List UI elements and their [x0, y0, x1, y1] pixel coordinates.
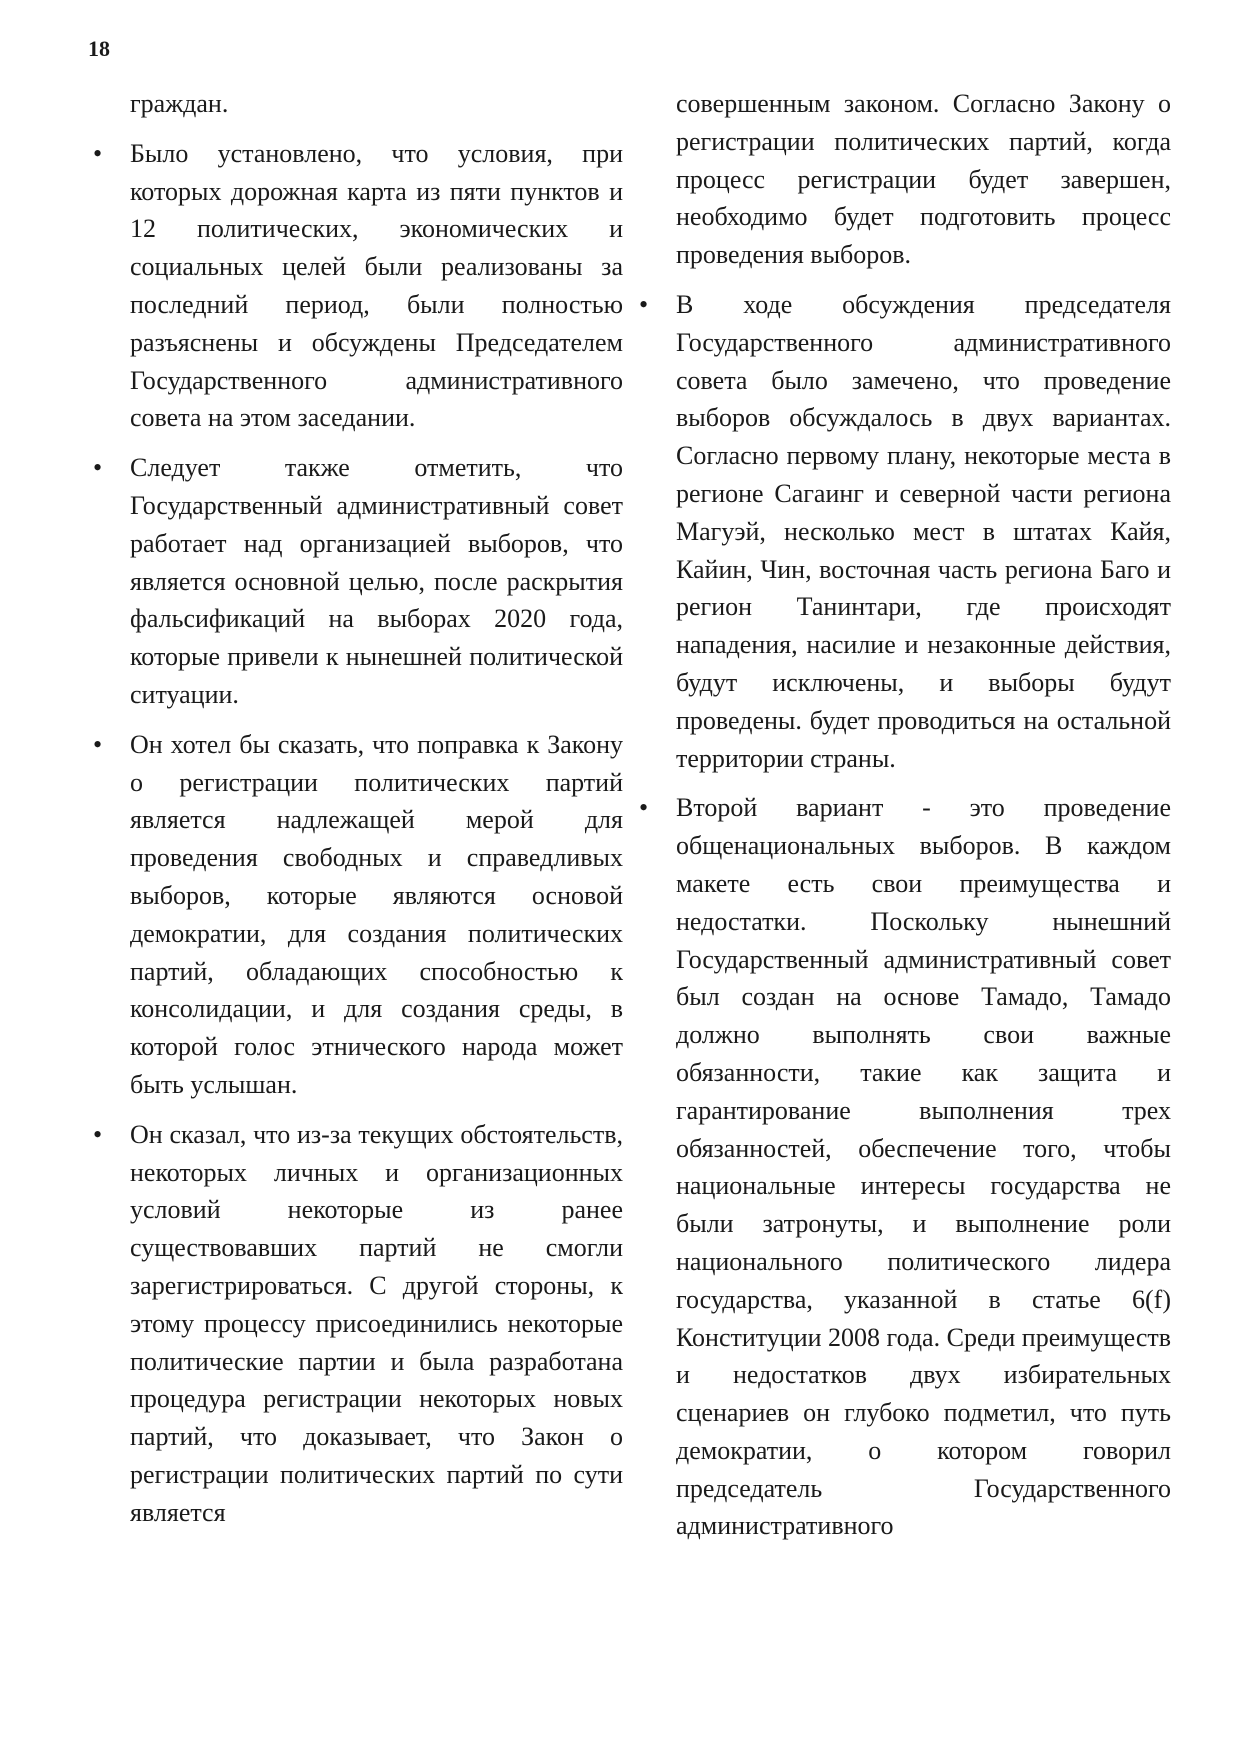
left-continuation-text: граждан. [130, 89, 229, 118]
bullet-item-party-registration: • Он сказал, что из-за текущих обстоятельств, некоторых личных и организационных условий некоторые из ранее существовавших партий не смогли зарегистрироваться. С другой стороны, к этому процессу присоединились некоторые политические партии и была разработана процедура регистрации некоторых новых партий, что доказывает, что Закон о регистрации политических партий по сути является [130, 1116, 623, 1532]
bullet-item-elections-goal: • Следует также отметить, что Государственный административный совет работает над организацией выборов, что является основной целью, после раскрытия фальсификаций на выборах 2020 года, которые привели к нынешней политической ситуации. [130, 449, 623, 714]
page-number: 18 [88, 36, 110, 61]
bullet-item-second-option: • Второй вариант - это проведение общенациональных выборов. В каждом макете есть свои преимущества и недостатки. Поскольку нынешний Государственный административный совет был создан на основе Тамадо, Тамадо должно выполнять свои важные обязанности, такие как защита и гарантирование выполнения трех обязанностей, обеспечение того, чтобы национальные интересы государства не были затронуты, и выполнение роли национального политического лидера государства, указанной в статье 6(f) Конституции 2008 года. Среди преимуществ и недостатков двух избирательных сценариев он глубоко подметил, что путь демократии, о котором говорил председатель Государственного административного [676, 789, 1171, 1545]
right-column [676, 85, 1171, 1557]
bullet-item-law-amendment: • Он хотел бы сказать, что поправка к Закону о регистрации политических партий является надлежащей мерой для проведения свободных и справедливых выборов, которые являются основой демократии, для создания политических партий, обладающих способностью к консолидации, и для создания среды, в которой голос этнического народа может быть услышан. [130, 726, 623, 1104]
left-column [130, 85, 623, 1543]
right-continuation-text: совершенным законом. Согласно Закону о регистрации политических партий, когда процесс регистрации будет завершен, необходимо будет подготовить процесс проведения выборов. [676, 89, 1171, 270]
bullet-item-first-option: • В ходе обсуждения председателя Государственного административного совета было замечено, что проведение выборов обсуждалось в двух вариантах. Согласно первому плану, некоторые места в регионе Сагаинг и северной части региона Магуэй, несколько мест в штатах Кайя, Кайин, Чин, восточная часть региона Баго и регион Танинтари, где происходят нападения, насилие и незаконные действия, будут исключены, и выборы будут проведены. будет проводиться на остальной территории страны. [676, 286, 1171, 777]
bullet-item-roadmap: • Было установлено, что условия, при которых дорожная карта из пяти пунктов и 12 политических, экономических и социальных целей были реализованы за последний период, были полностью разъяснены и обсуждены Председателем Государственного административного совета на этом заседании. [130, 135, 623, 437]
